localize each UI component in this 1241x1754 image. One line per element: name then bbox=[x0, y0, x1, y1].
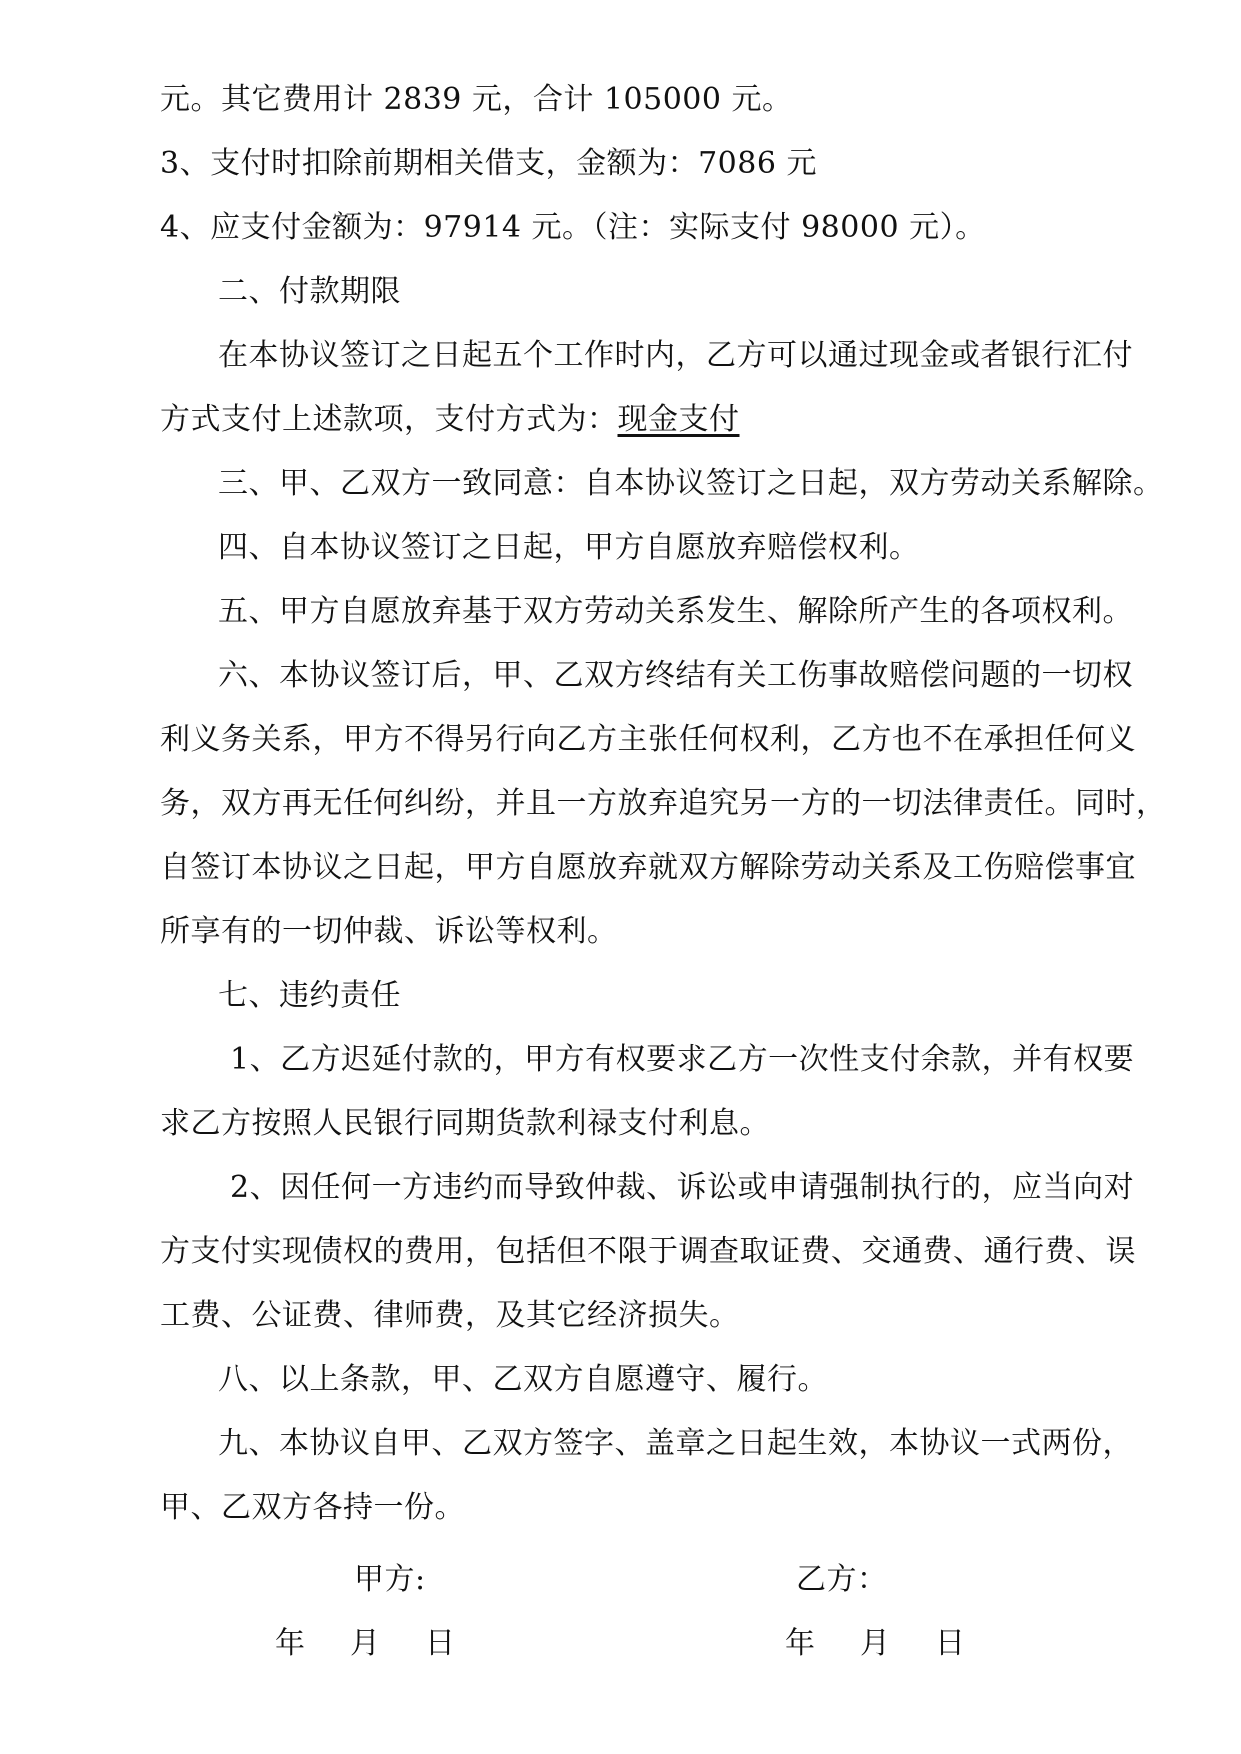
text-line: 利义务关系，甲方不得另行向乙方主张任何权利，乙方也不在承担任何义 bbox=[160, 722, 1136, 757]
text-line: 元。其它费用计 2839 元，合计 105000 元。 bbox=[160, 82, 793, 117]
text-line: 三、甲、乙双方一致同意：自本协议签订之日起，双方劳动关系解除。 bbox=[218, 466, 1164, 501]
text-line: 甲、乙双方各持一份。 bbox=[160, 1490, 465, 1525]
party-a-year-label: 年 bbox=[275, 1626, 306, 1661]
section-heading: 二、付款期限 bbox=[218, 274, 401, 309]
text-line: 求乙方按照人民银行同期货款利禄支付利息。 bbox=[160, 1106, 770, 1141]
text-line: 4、应支付金额为：97914 元。（注：实际支付 98000 元）。 bbox=[160, 210, 986, 245]
text-line: 3、支付时扣除前期相关借支，金额为：7086 元 bbox=[160, 146, 817, 181]
party-a-label: 甲方: bbox=[354, 1562, 426, 1597]
text-line: 2、因任何一方违约而导致仲裁、诉讼或申请强制执行的，应当向对 bbox=[230, 1170, 1135, 1205]
text-line: 务，双方再无任何纠纷，并且一方放弃追究另一方的一切法律责任。同时， bbox=[160, 786, 1167, 821]
text-line: 四、自本协议签订之日起，甲方自愿放弃赔偿权利。 bbox=[218, 530, 920, 565]
party-b-day-label: 日 bbox=[935, 1626, 966, 1661]
text-line: 1、乙方迟延付款的，甲方有权要求乙方一次性支付余款，并有权要 bbox=[230, 1042, 1135, 1077]
text-line: 九、本协议自甲、乙双方签字、盖章之日起生效，本协议一式两份， bbox=[218, 1426, 1133, 1461]
party-b-label: 乙方： bbox=[796, 1562, 888, 1597]
party-a-month-label: 月 bbox=[350, 1626, 381, 1661]
payment-method-value: 现金支付 bbox=[617, 402, 740, 437]
section-heading: 七、违约责任 bbox=[218, 978, 401, 1013]
text-line: 方支付实现债权的费用，包括但不限于调查取证费、交通费、通行费、误 bbox=[160, 1234, 1136, 1269]
text-line: 八、以上条款，甲、乙双方自愿遵守、履行。 bbox=[218, 1362, 828, 1397]
party-a-day-label: 日 bbox=[425, 1626, 456, 1661]
text-line bbox=[160, 400, 740, 440]
party-b-month-label: 月 bbox=[860, 1626, 891, 1661]
text-line: 在本协议签订之日起五个工作时内，乙方可以通过现金或者银行汇付 bbox=[218, 338, 1133, 373]
text-line: 五、甲方自愿放弃基于双方劳动关系发生、解除所产生的各项权利。 bbox=[218, 594, 1133, 629]
text-line: 工费、公证费、律师费，及其它经济损失。 bbox=[160, 1298, 740, 1333]
text-line: 六、本协议签订后，甲、乙双方终结有关工伤事故赔偿问题的一切权 bbox=[218, 658, 1133, 693]
text-line: 所享有的一切仲裁、诉讼等权利。 bbox=[160, 914, 618, 949]
party-b-year-label: 年 bbox=[785, 1626, 816, 1661]
text-line: 自签订本协议之日起，甲方自愿放弃就双方解除劳动关系及工伤赔偿事宜 bbox=[160, 850, 1136, 885]
text-fragment: 方式支付上述款项，支付方式为： bbox=[160, 402, 618, 437]
